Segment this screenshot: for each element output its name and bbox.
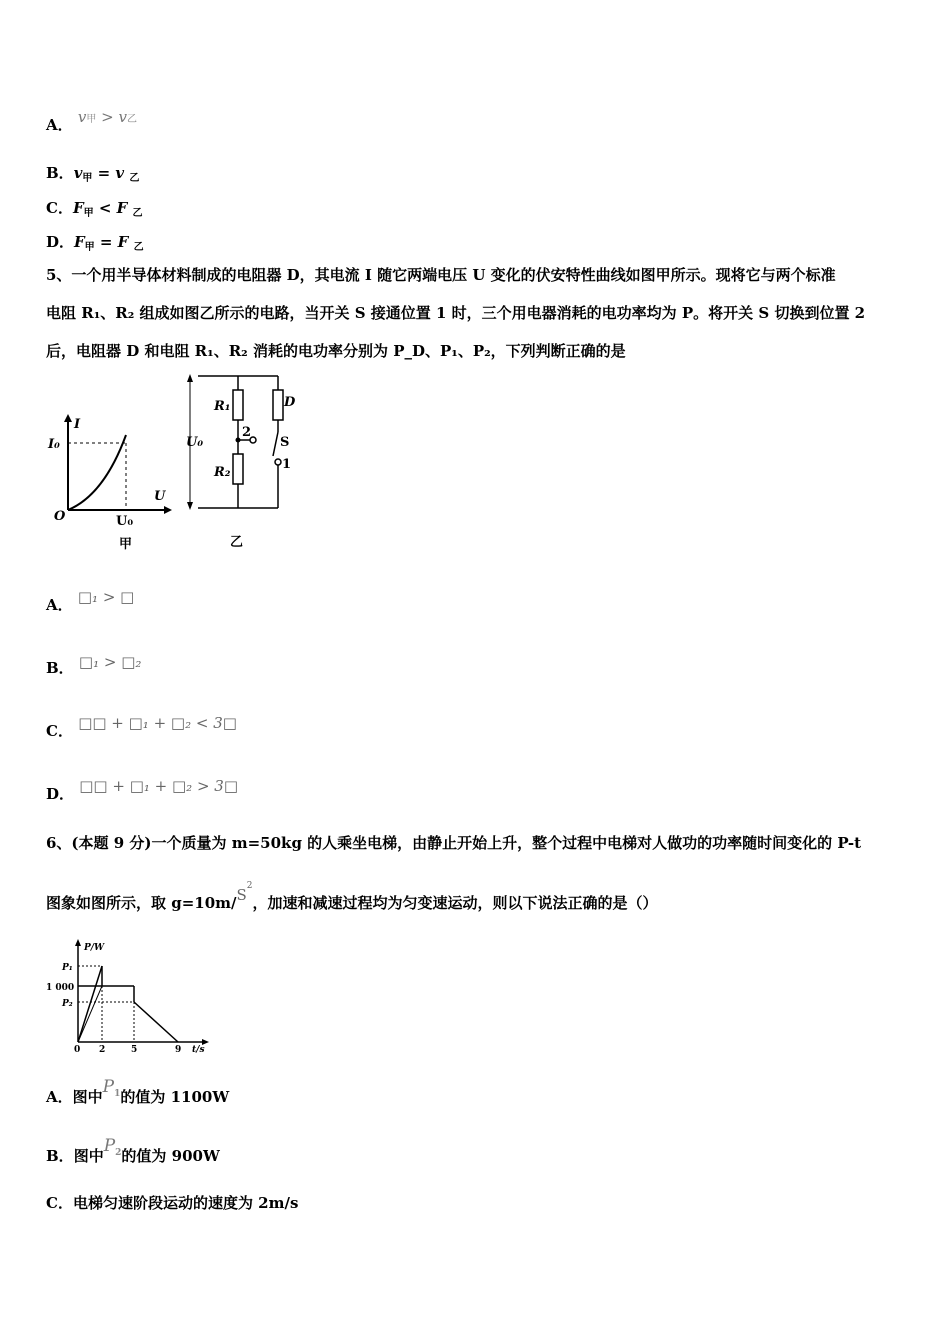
q5-line-2: 电阻 R₁、R₂ 组成如图乙所示的电路，当开关 S 接通位置 1 时，三个用电器消耗的电功率均为 P。将开关 S 切换到位置 2	[46, 304, 866, 322]
caption-jia: 甲	[119, 537, 133, 552]
s-label: S	[280, 435, 290, 450]
q4-a-expr: v甲 > v乙	[77, 108, 137, 126]
p2-tick-label: P₂	[62, 999, 73, 1009]
q5-line-1: 5、一个用半导体材料制成的电阻器 D，其电流 I 随它两端电压 U 变化的伏安特性曲线如图甲所示。现将它与两个标准	[46, 266, 836, 284]
switch-pos-1-label: 1	[282, 457, 292, 472]
q6-option-b: B．图中$P^2$的值为 900W	[46, 1136, 220, 1165]
origin-label: O	[54, 509, 66, 524]
power-time-graph	[46, 936, 216, 1056]
axis-i-label: I	[74, 417, 81, 432]
graph-x-label: t/s	[192, 1045, 205, 1055]
q4-option-c: C．$F_甲 < F$ $_乙$	[46, 199, 143, 219]
d-label: D	[284, 395, 296, 410]
y-1000-label: 1 000	[46, 983, 75, 993]
iu-characteristic-graph	[46, 380, 186, 555]
graph-y-label: P/W	[84, 943, 105, 953]
circuit-u0-label: U₀	[186, 435, 204, 450]
r2-label: R₂	[214, 465, 231, 480]
q5-option-b: B． □₁ > □₂	[46, 653, 142, 677]
q5-option-d: D． □□ + □₁ + □₂ > 3□	[46, 777, 238, 803]
circuit-diagram	[180, 368, 300, 553]
q5-option-c: C． □□ + □₁ + □₂ < 3□	[46, 714, 237, 740]
q4-option-b: B．$v_甲 = v$ $_乙$	[46, 164, 140, 184]
tick-0: 0	[74, 1045, 81, 1055]
q5-option-a: A． □₁ > □	[46, 588, 135, 614]
p1-tick-label: P₁	[62, 963, 73, 973]
switch-pos-2-label: 2	[242, 425, 252, 440]
tick-5: 5	[131, 1045, 138, 1055]
q5-line-3: 后，电阻器 D 和电阻 R₁、R₂ 消耗的电功率分别为 P_D、P₁、P₂，下列判断正确的是	[46, 342, 626, 360]
i0-label: I₀	[48, 437, 60, 452]
q6-line-1: 6、(本题 9 分)一个质量为 m=50kg 的人乘坐电梯，由静止开始上升，整个过程中电梯对人做功的功率随时间变化的 P-t	[46, 834, 861, 852]
r1-label: R₁	[214, 399, 231, 414]
q4-option-a: A． v甲 > v乙	[46, 108, 137, 134]
tick-9: 9	[175, 1045, 182, 1055]
u0-label: U₀	[116, 514, 134, 529]
axis-u-label: U	[154, 489, 166, 504]
q6-line-2: 图象如图所示，取 $g=10m/S^2$，加速和减速过程均为匀变速运动，则以下说法正确的是（）	[46, 881, 658, 912]
q6-option-c: C．电梯匀速阶段运动的速度为 2m/s	[46, 1194, 299, 1212]
caption-yi: 乙	[230, 535, 244, 550]
tick-2: 2	[99, 1045, 106, 1055]
q6-option-a: A．图中$P^1$的值为 1100W	[46, 1077, 230, 1106]
q4-option-d: D．$F_甲 = F$ $_乙$	[46, 233, 144, 253]
